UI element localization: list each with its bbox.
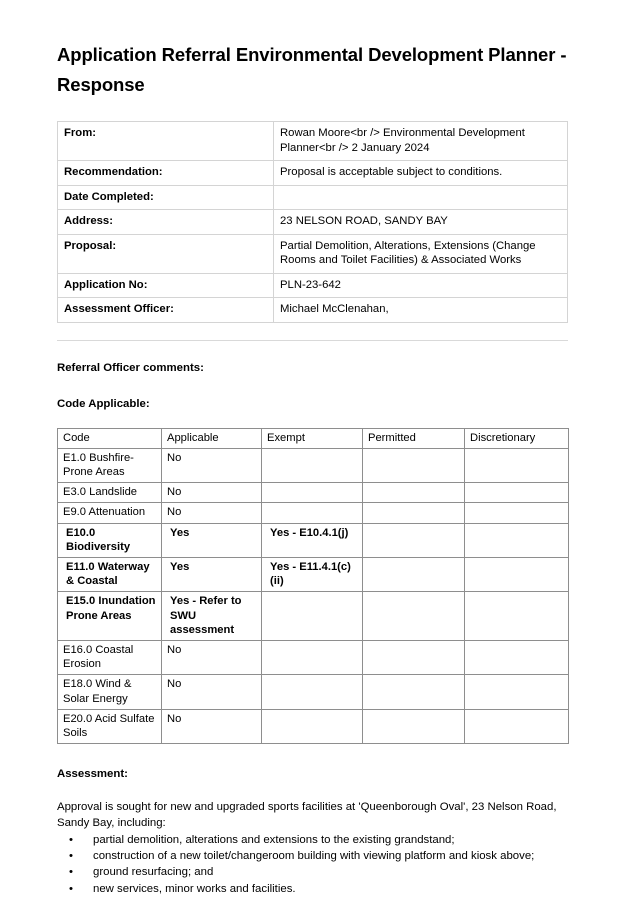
cell-exempt xyxy=(262,592,363,641)
code-table-body xyxy=(58,448,569,743)
cell-exempt: Yes - E10.4.1(j) xyxy=(262,523,363,557)
assessment-intro-paragraph: Approval is sought for new and upgraded sports facilities at 'Queenborough Oval', 23 Nelson Road, Sandy Bay, including: xyxy=(57,801,557,830)
cell-exempt xyxy=(262,483,363,503)
table-row xyxy=(58,122,568,161)
cell-exempt xyxy=(262,709,363,743)
list-item-label: partial demolition, alterations and extensions to the existing grandstand; xyxy=(93,833,455,846)
bullet-icon: • xyxy=(69,866,73,879)
cell-discretionary xyxy=(465,592,569,641)
table-row xyxy=(58,675,569,709)
list-item xyxy=(57,848,568,864)
cell-permitted xyxy=(363,523,465,557)
list-item-label: new services, minor works and facilities. xyxy=(93,882,296,895)
cell-discretionary xyxy=(465,557,569,591)
table-row xyxy=(58,210,568,235)
code-applicable-table xyxy=(57,428,569,745)
code-table-header-row xyxy=(58,428,569,448)
cell-applicable: Yes - Refer to SWU assessment xyxy=(162,592,262,641)
code-table-head xyxy=(58,428,569,448)
cell-applicable: No xyxy=(162,448,262,482)
section-divider xyxy=(57,340,568,341)
column-header: Permitted xyxy=(363,428,465,448)
cell-discretionary xyxy=(465,523,569,557)
bullet-icon: • xyxy=(69,882,73,895)
cell-discretionary xyxy=(465,483,569,503)
cell-exempt xyxy=(262,448,363,482)
cell-code: E3.0 Landslide xyxy=(58,483,162,503)
column-header: Applicable xyxy=(162,428,262,448)
info-row-label: Application No: xyxy=(58,273,274,298)
info-row-label: Proposal: xyxy=(58,234,274,273)
cell-exempt xyxy=(262,503,363,523)
page-title: Application Referral Environmental Development Planner - Response xyxy=(57,44,567,95)
cell-permitted xyxy=(363,503,465,523)
info-row-label: From: xyxy=(58,122,274,161)
table-row xyxy=(58,298,568,323)
info-row-value: PLN-23-642 xyxy=(274,273,568,298)
application-info-table xyxy=(57,121,568,323)
cell-permitted xyxy=(363,557,465,591)
column-header: Code xyxy=(58,428,162,448)
cell-exempt: Yes - E11.4.1(c) (ii) xyxy=(262,557,363,591)
info-row-label: Assessment Officer: xyxy=(58,298,274,323)
table-row xyxy=(58,448,569,482)
cell-discretionary xyxy=(465,675,569,709)
document-content xyxy=(57,40,568,897)
table-row xyxy=(58,273,568,298)
table-row xyxy=(58,709,569,743)
table-row xyxy=(58,234,568,273)
info-row-value: Michael McClenahan, xyxy=(274,298,568,323)
cell-code: E11.0 Waterway & Coastal xyxy=(58,557,162,591)
column-header: Exempt xyxy=(262,428,363,448)
cell-discretionary xyxy=(465,503,569,523)
column-header: Discretionary xyxy=(465,428,569,448)
application-info-body xyxy=(58,122,568,323)
cell-code: E18.0 Wind & Solar Energy xyxy=(58,675,162,709)
info-row-value: Rowan Moore<br /> Environmental Development Planner<br /> 2 January 2024 xyxy=(274,122,568,161)
cell-permitted xyxy=(363,675,465,709)
info-row-label: Date Completed: xyxy=(58,185,274,210)
list-item-label: ground resurfacing; and xyxy=(93,866,214,879)
cell-applicable: No xyxy=(162,709,262,743)
table-row xyxy=(58,640,569,674)
cell-code: E10.0 Biodiversity xyxy=(58,523,162,557)
cell-discretionary xyxy=(465,448,569,482)
table-row xyxy=(58,592,569,641)
cell-discretionary xyxy=(465,709,569,743)
list-item-label: construction of a new toilet/changeroom building with viewing platform and kiosk above; xyxy=(93,849,535,862)
table-row xyxy=(58,161,568,186)
bullet-icon: • xyxy=(69,833,73,846)
info-row-value: Proposal is acceptable subject to conditions. xyxy=(274,161,568,186)
list-item xyxy=(57,881,568,897)
heading-code-applicable: Code Applicable: xyxy=(57,397,150,410)
cell-applicable: Yes xyxy=(162,557,262,591)
table-row xyxy=(58,503,569,523)
assessment-bullet-list xyxy=(57,832,568,897)
cell-code: E15.0 Inundation Prone Areas xyxy=(58,592,162,641)
bullet-icon: • xyxy=(69,849,73,862)
cell-permitted xyxy=(363,640,465,674)
cell-discretionary xyxy=(465,640,569,674)
heading-referral-officer-comments: Referral Officer comments: xyxy=(57,361,204,374)
cell-applicable: No xyxy=(162,675,262,709)
heading-assessment: Assessment: xyxy=(57,768,128,781)
info-row-label: Address: xyxy=(58,210,274,235)
table-row xyxy=(58,557,569,591)
cell-code: E20.0 Acid Sulfate Soils xyxy=(58,709,162,743)
list-item xyxy=(57,832,568,848)
cell-exempt xyxy=(262,640,363,674)
info-row-value xyxy=(274,185,568,210)
cell-permitted xyxy=(363,448,465,482)
cell-permitted xyxy=(363,592,465,641)
cell-applicable: Yes xyxy=(162,523,262,557)
cell-applicable: No xyxy=(162,640,262,674)
list-item xyxy=(57,864,568,880)
cell-code: E16.0 Coastal Erosion xyxy=(58,640,162,674)
table-row xyxy=(58,523,569,557)
table-row xyxy=(58,185,568,210)
cell-permitted xyxy=(363,483,465,503)
cell-exempt xyxy=(262,675,363,709)
cell-permitted xyxy=(363,709,465,743)
info-row-value: 23 NELSON ROAD, SANDY BAY xyxy=(274,210,568,235)
table-row xyxy=(58,483,569,503)
cell-applicable: No xyxy=(162,503,262,523)
cell-code: E1.0 Bushfire-Prone Areas xyxy=(58,448,162,482)
cell-applicable: No xyxy=(162,483,262,503)
info-row-label: Recommendation: xyxy=(58,161,274,186)
info-row-value: Partial Demolition, Alterations, Extensions (Change Rooms and Toilet Facilities) & Associated Works xyxy=(274,234,568,273)
cell-code: E9.0 Attenuation xyxy=(58,503,162,523)
